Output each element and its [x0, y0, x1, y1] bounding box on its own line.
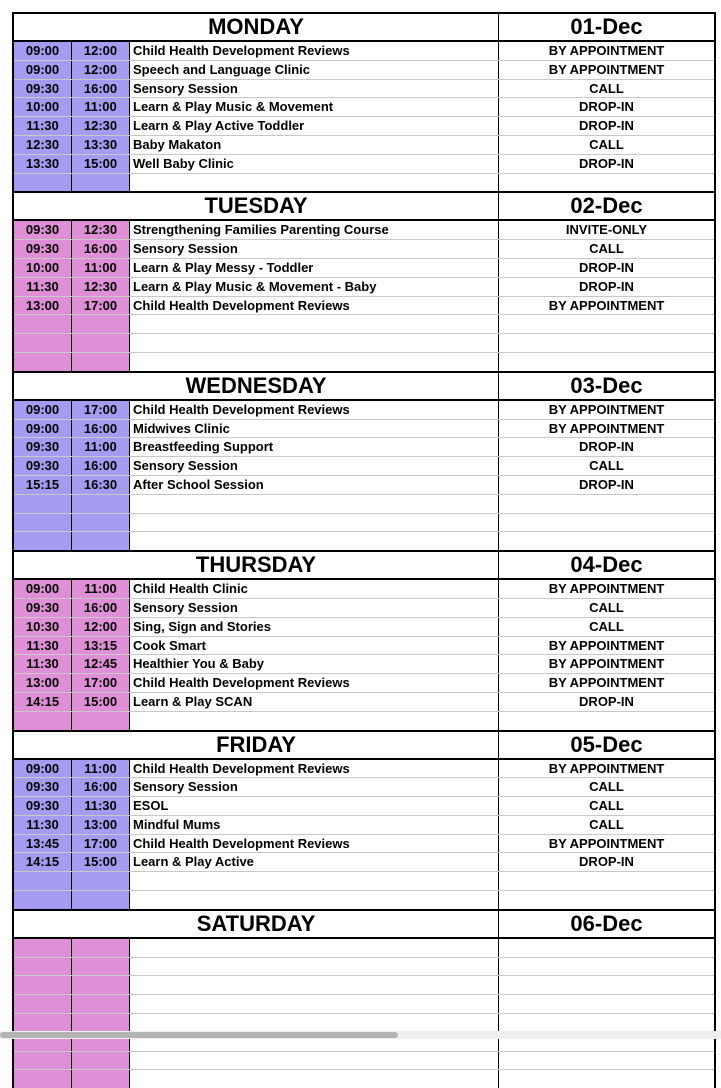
activity-cell[interactable]: Learn & Play Messy - Toddler — [130, 259, 499, 277]
status-cell[interactable] — [499, 353, 714, 371]
day-block — [14, 730, 714, 909]
activity-cell[interactable]: Healthier You & Baby — [130, 655, 499, 673]
status-cell[interactable]: BY APPOINTMENT — [548, 401, 665, 417]
status-cell[interactable]: CALL — [589, 779, 624, 795]
schedule-row — [14, 495, 714, 514]
day-name[interactable]: WEDNESDAY — [14, 373, 499, 399]
end-time-cell[interactable] — [72, 353, 130, 371]
status-cell[interactable] — [499, 1014, 714, 1032]
start-time-cell[interactable]: 09:30 — [14, 80, 72, 98]
start-time-cell[interactable]: 10:00 — [14, 98, 72, 116]
schedule-row — [14, 353, 714, 371]
status-cell[interactable] — [499, 514, 714, 532]
start-time-cell[interactable] — [14, 891, 72, 909]
day-block — [14, 371, 714, 550]
activity-cell[interactable]: Cook Smart — [130, 637, 499, 655]
activity-cell[interactable]: Learn & Play Music & Movement - Baby — [130, 278, 499, 296]
start-time-cell[interactable]: 13:00 — [14, 674, 72, 692]
start-time-cell[interactable] — [14, 353, 72, 371]
schedule-row — [14, 976, 714, 995]
activity-cell[interactable]: Child Health Development Reviews — [130, 401, 499, 419]
activity-cell[interactable] — [130, 872, 499, 890]
schedule-row — [14, 580, 714, 599]
schedule-row — [14, 240, 714, 259]
end-time-cell[interactable]: 13:15 — [72, 637, 130, 655]
schedule-row — [14, 674, 714, 693]
end-time-cell[interactable]: 16:00 — [72, 240, 130, 258]
end-time-cell[interactable]: 16:30 — [72, 476, 130, 494]
schedule-row — [14, 760, 714, 779]
status-cell[interactable] — [499, 495, 714, 513]
end-time-cell[interactable]: 12:30 — [72, 221, 130, 239]
status-cell[interactable]: CALL — [589, 599, 624, 615]
activity-cell[interactable]: Strengthening Families Parenting Course — [130, 221, 499, 239]
activity-cell[interactable] — [130, 712, 499, 730]
day-date[interactable]: 06-Dec — [570, 910, 643, 936]
schedule-row — [14, 438, 714, 457]
day-rows — [14, 580, 714, 729]
end-time-cell[interactable] — [72, 891, 130, 909]
start-time-cell[interactable] — [14, 872, 72, 890]
status-cell[interactable] — [499, 174, 714, 192]
day-header — [14, 14, 714, 42]
end-time-cell[interactable] — [72, 939, 130, 957]
start-time-cell[interactable]: 09:00 — [14, 401, 72, 419]
day-rows — [14, 42, 714, 191]
start-time-cell[interactable] — [14, 315, 72, 333]
schedule-row — [14, 778, 714, 797]
start-time-cell[interactable]: 11:30 — [14, 637, 72, 655]
activity-cell[interactable] — [130, 353, 499, 371]
status-cell[interactable]: DROP-IN — [579, 693, 634, 709]
activity-cell[interactable]: Child Health Development Reviews — [130, 835, 499, 853]
activity-cell[interactable] — [130, 514, 499, 532]
status-cell[interactable]: BY APPOINTMENT — [548, 297, 665, 313]
end-time-cell[interactable]: 11:00 — [72, 438, 130, 456]
activity-cell[interactable]: ESOL — [130, 797, 499, 815]
schedule-row — [14, 939, 714, 958]
end-time-cell[interactable]: 16:00 — [72, 80, 130, 98]
activity-cell[interactable]: Learn & Play SCAN — [130, 693, 499, 711]
start-time-cell[interactable]: 15:15 — [14, 476, 72, 494]
schedule-row — [14, 476, 714, 495]
status-cell[interactable]: DROP-IN — [579, 118, 634, 134]
status-cell[interactable]: DROP-IN — [579, 259, 634, 275]
day-name[interactable]: MONDAY — [14, 14, 499, 40]
start-time-cell[interactable]: 09:00 — [14, 760, 72, 778]
status-cell[interactable] — [499, 891, 714, 909]
status-cell[interactable] — [499, 995, 714, 1013]
schedule-row — [14, 174, 714, 192]
start-time-cell[interactable] — [14, 712, 72, 730]
end-time-cell[interactable]: 11:00 — [72, 98, 130, 116]
end-time-cell[interactable]: 12:45 — [72, 655, 130, 673]
status-cell[interactable]: CALL — [589, 798, 624, 814]
start-time-cell[interactable] — [14, 995, 72, 1013]
end-time-cell[interactable] — [72, 532, 130, 550]
activity-cell[interactable]: Well Baby Clinic — [130, 155, 499, 173]
day-block — [14, 191, 714, 370]
status-cell[interactable]: DROP-IN — [579, 99, 634, 115]
activity-cell[interactable]: Sensory Session — [130, 457, 499, 475]
status-cell[interactable] — [499, 976, 714, 994]
activity-cell[interactable]: Speech and Language Clinic — [130, 61, 499, 79]
status-cell[interactable]: BY APPOINTMENT — [548, 760, 665, 776]
schedule-row — [14, 401, 714, 420]
schedule-row — [14, 816, 714, 835]
status-cell[interactable]: CALL — [589, 618, 624, 634]
end-time-cell[interactable] — [72, 976, 130, 994]
schedule-row — [14, 420, 714, 439]
end-time-cell[interactable]: 17:00 — [72, 401, 130, 419]
activity-cell[interactable]: After School Session — [130, 476, 499, 494]
status-cell[interactable]: DROP-IN — [579, 439, 634, 455]
schedule-row — [14, 297, 714, 316]
status-cell[interactable]: CALL — [589, 136, 624, 152]
end-time-cell[interactable]: 15:00 — [72, 853, 130, 871]
start-time-cell[interactable]: 09:00 — [14, 61, 72, 79]
end-time-cell[interactable]: 16:00 — [72, 420, 130, 438]
start-time-cell[interactable]: 13:30 — [14, 155, 72, 173]
end-time-cell[interactable] — [72, 872, 130, 890]
activity-cell[interactable] — [130, 334, 499, 352]
activity-cell[interactable]: Sensory Session — [130, 778, 499, 796]
day-name[interactable]: THURSDAY — [14, 552, 499, 578]
end-time-cell[interactable]: 11:00 — [72, 580, 130, 598]
schedule-row — [14, 532, 714, 550]
schedule-row — [14, 1052, 714, 1071]
schedule-row — [14, 655, 714, 674]
activity-cell[interactable]: Learn & Play Active Toddler — [130, 117, 499, 135]
status-cell[interactable] — [499, 872, 714, 890]
schedule-row — [14, 117, 714, 136]
horizontal-scrollbar[interactable] — [0, 1031, 721, 1039]
start-time-cell[interactable] — [14, 495, 72, 513]
end-time-cell[interactable] — [72, 712, 130, 730]
activity-cell[interactable] — [130, 174, 499, 192]
day-header — [14, 373, 714, 401]
activity-cell[interactable]: Breastfeeding Support — [130, 438, 499, 456]
end-time-cell[interactable]: 16:00 — [72, 599, 130, 617]
start-time-cell[interactable]: 11:30 — [14, 117, 72, 135]
end-time-cell[interactable]: 17:00 — [72, 674, 130, 692]
day-header — [14, 911, 714, 939]
start-time-cell[interactable]: 09:30 — [14, 438, 72, 456]
day-header — [14, 732, 714, 760]
end-time-cell[interactable]: 11:00 — [72, 760, 130, 778]
day-name[interactable]: FRIDAY — [14, 732, 499, 758]
schedule-row — [14, 155, 714, 174]
status-cell[interactable] — [499, 1070, 714, 1088]
status-cell[interactable] — [499, 532, 714, 550]
day-rows — [14, 401, 714, 550]
start-time-cell[interactable] — [14, 958, 72, 976]
status-cell[interactable]: DROP-IN — [579, 476, 634, 492]
schedule-row — [14, 457, 714, 476]
end-time-cell[interactable]: 15:00 — [72, 693, 130, 711]
activity-cell[interactable] — [130, 495, 499, 513]
end-time-cell[interactable] — [72, 495, 130, 513]
start-time-cell[interactable]: 13:00 — [14, 297, 72, 315]
schedule-sheet — [12, 12, 716, 1088]
end-time-cell[interactable]: 11:30 — [72, 797, 130, 815]
end-time-cell[interactable] — [72, 514, 130, 532]
activity-cell[interactable]: Learn & Play Active — [130, 853, 499, 871]
scrollbar-thumb[interactable] — [0, 1032, 398, 1038]
start-time-cell[interactable] — [14, 514, 72, 532]
status-cell[interactable]: INVITE-ONLY — [565, 222, 648, 238]
end-time-cell[interactable]: 12:30 — [72, 278, 130, 296]
status-cell[interactable]: BY APPOINTMENT — [548, 835, 665, 851]
day-block — [14, 550, 714, 729]
end-time-cell[interactable]: 16:00 — [72, 457, 130, 475]
activity-cell[interactable]: Child Health Clinic — [130, 580, 499, 598]
start-time-cell[interactable]: 14:15 — [14, 693, 72, 711]
day-rows — [14, 760, 714, 909]
day-header — [14, 552, 714, 580]
end-time-cell[interactable]: 12:30 — [72, 117, 130, 135]
status-cell[interactable]: CALL — [589, 241, 624, 257]
status-cell[interactable]: DROP-IN — [579, 854, 634, 870]
activity-cell[interactable]: Child Health Development Reviews — [130, 760, 499, 778]
end-time-cell[interactable]: 17:00 — [72, 297, 130, 315]
activity-cell[interactable]: Sensory Session — [130, 240, 499, 258]
activity-cell[interactable] — [130, 995, 499, 1013]
schedule-row — [14, 891, 714, 909]
start-time-cell[interactable] — [14, 1052, 72, 1070]
end-time-cell[interactable]: 13:30 — [72, 136, 130, 154]
activity-cell[interactable] — [130, 1070, 499, 1088]
activity-cell[interactable]: Child Health Development Reviews — [130, 297, 499, 315]
activity-cell[interactable] — [130, 1052, 499, 1070]
end-time-cell[interactable] — [72, 958, 130, 976]
end-time-cell[interactable]: 15:00 — [72, 155, 130, 173]
status-cell[interactable] — [499, 315, 714, 333]
schedule-row — [14, 98, 714, 117]
status-cell[interactable]: BY APPOINTMENT — [548, 581, 665, 597]
schedule-row — [14, 334, 714, 353]
day-date[interactable]: 02-Dec — [570, 193, 643, 219]
day-rows — [14, 221, 714, 370]
day-name[interactable]: SATURDAY — [14, 911, 499, 937]
start-time-cell[interactable]: 11:30 — [14, 816, 72, 834]
start-time-cell[interactable] — [14, 1070, 72, 1088]
start-time-cell[interactable]: 14:15 — [14, 853, 72, 871]
status-cell[interactable] — [499, 958, 714, 976]
start-time-cell[interactable]: 09:00 — [14, 580, 72, 598]
activity-cell[interactable]: Sing, Sign and Stories — [130, 618, 499, 636]
activity-cell[interactable]: Learn & Play Music & Movement — [130, 98, 499, 116]
schedule-row — [14, 42, 714, 61]
activity-cell[interactable]: Child Health Development Reviews — [130, 42, 499, 60]
start-time-cell[interactable]: 09:30 — [14, 778, 72, 796]
end-time-cell[interactable] — [72, 1014, 130, 1032]
day-rows — [14, 939, 714, 1088]
end-time-cell[interactable] — [72, 1052, 130, 1070]
schedule-row — [14, 1070, 714, 1088]
start-time-cell[interactable] — [14, 532, 72, 550]
day-date[interactable]: 01-Dec — [570, 14, 643, 39]
schedule-row — [14, 835, 714, 854]
schedule-row — [14, 61, 714, 80]
schedule-row — [14, 958, 714, 977]
end-time-cell[interactable] — [72, 995, 130, 1013]
activity-cell[interactable] — [130, 315, 499, 333]
day-block — [14, 909, 714, 1088]
activity-cell[interactable]: Sensory Session — [130, 80, 499, 98]
schedule-row — [14, 637, 714, 656]
end-time-cell[interactable] — [72, 315, 130, 333]
status-cell[interactable]: BY APPOINTMENT — [548, 43, 665, 58]
end-time-cell[interactable]: 12:00 — [72, 42, 130, 60]
start-time-cell[interactable] — [14, 976, 72, 994]
activity-cell[interactable] — [130, 532, 499, 550]
start-time-cell[interactable]: 13:45 — [14, 835, 72, 853]
start-time-cell[interactable]: 09:00 — [14, 42, 72, 60]
status-cell[interactable] — [499, 939, 714, 957]
status-cell[interactable] — [499, 1052, 714, 1070]
status-cell[interactable]: BY APPOINTMENT — [548, 637, 665, 653]
schedule-row — [14, 315, 714, 334]
start-time-cell[interactable]: 11:30 — [14, 655, 72, 673]
start-time-cell[interactable]: 09:30 — [14, 240, 72, 258]
schedule-row — [14, 872, 714, 891]
start-time-cell[interactable]: 09:30 — [14, 457, 72, 475]
start-time-cell[interactable] — [14, 939, 72, 957]
day-header — [14, 193, 714, 221]
activity-cell[interactable]: Midwives Clinic — [130, 420, 499, 438]
end-time-cell[interactable]: 12:00 — [72, 61, 130, 79]
day-date[interactable]: 03-Dec — [570, 372, 643, 398]
schedule-row — [14, 995, 714, 1014]
status-cell[interactable]: CALL — [589, 816, 624, 832]
schedule-row — [14, 80, 714, 99]
end-time-cell[interactable]: 13:00 — [72, 816, 130, 834]
start-time-cell[interactable]: 09:30 — [14, 599, 72, 617]
start-time-cell[interactable]: 10:30 — [14, 618, 72, 636]
schedule-row — [14, 693, 714, 712]
status-cell[interactable]: DROP-IN — [579, 155, 634, 171]
schedule-row — [14, 712, 714, 730]
status-cell[interactable]: BY APPOINTMENT — [548, 61, 665, 77]
day-date[interactable]: 04-Dec — [570, 552, 643, 578]
schedule-row — [14, 599, 714, 618]
start-time-cell[interactable]: 09:30 — [14, 797, 72, 815]
schedule-row — [14, 221, 714, 240]
status-cell[interactable]: BY APPOINTMENT — [548, 675, 665, 691]
day-date[interactable]: 05-Dec — [570, 731, 643, 757]
activity-cell[interactable]: Baby Makaton — [130, 136, 499, 154]
end-time-cell[interactable]: 11:00 — [72, 259, 130, 277]
schedule-row — [14, 618, 714, 637]
activity-cell[interactable]: Sensory Session — [130, 599, 499, 617]
start-time-cell[interactable]: 10:00 — [14, 259, 72, 277]
activity-cell[interactable] — [130, 891, 499, 909]
schedule-row — [14, 797, 714, 816]
start-time-cell[interactable] — [14, 334, 72, 352]
start-time-cell[interactable]: 11:30 — [14, 278, 72, 296]
status-cell[interactable]: DROP-IN — [579, 278, 634, 294]
status-cell[interactable]: BY APPOINTMENT — [548, 656, 665, 672]
start-time-cell[interactable] — [14, 174, 72, 192]
status-cell[interactable]: BY APPOINTMENT — [548, 420, 665, 436]
start-time-cell[interactable]: 12:30 — [14, 136, 72, 154]
schedule-row — [14, 259, 714, 278]
activity-cell[interactable] — [130, 1014, 499, 1032]
activity-cell[interactable]: Mindful Mums — [130, 816, 499, 834]
activity-cell[interactable] — [130, 939, 499, 957]
status-cell[interactable]: CALL — [589, 80, 624, 96]
start-time-cell[interactable]: 09:00 — [14, 420, 72, 438]
end-time-cell[interactable] — [72, 174, 130, 192]
status-cell[interactable] — [499, 712, 714, 730]
activity-cell[interactable]: Child Health Development Reviews — [130, 674, 499, 692]
activity-cell[interactable] — [130, 976, 499, 994]
end-time-cell[interactable] — [72, 1070, 130, 1088]
schedule-row — [14, 514, 714, 533]
schedule-row — [14, 278, 714, 297]
start-time-cell[interactable]: 09:30 — [14, 221, 72, 239]
status-cell[interactable]: CALL — [589, 458, 624, 474]
day-block — [14, 12, 714, 191]
end-time-cell[interactable]: 17:00 — [72, 835, 130, 853]
end-time-cell[interactable]: 12:00 — [72, 618, 130, 636]
end-time-cell[interactable] — [72, 334, 130, 352]
activity-cell[interactable] — [130, 958, 499, 976]
start-time-cell[interactable] — [14, 1014, 72, 1032]
schedule-row — [14, 136, 714, 155]
day-name[interactable]: TUESDAY — [14, 193, 499, 219]
schedule-row — [14, 853, 714, 872]
status-cell[interactable] — [499, 334, 714, 352]
end-time-cell[interactable]: 16:00 — [72, 778, 130, 796]
